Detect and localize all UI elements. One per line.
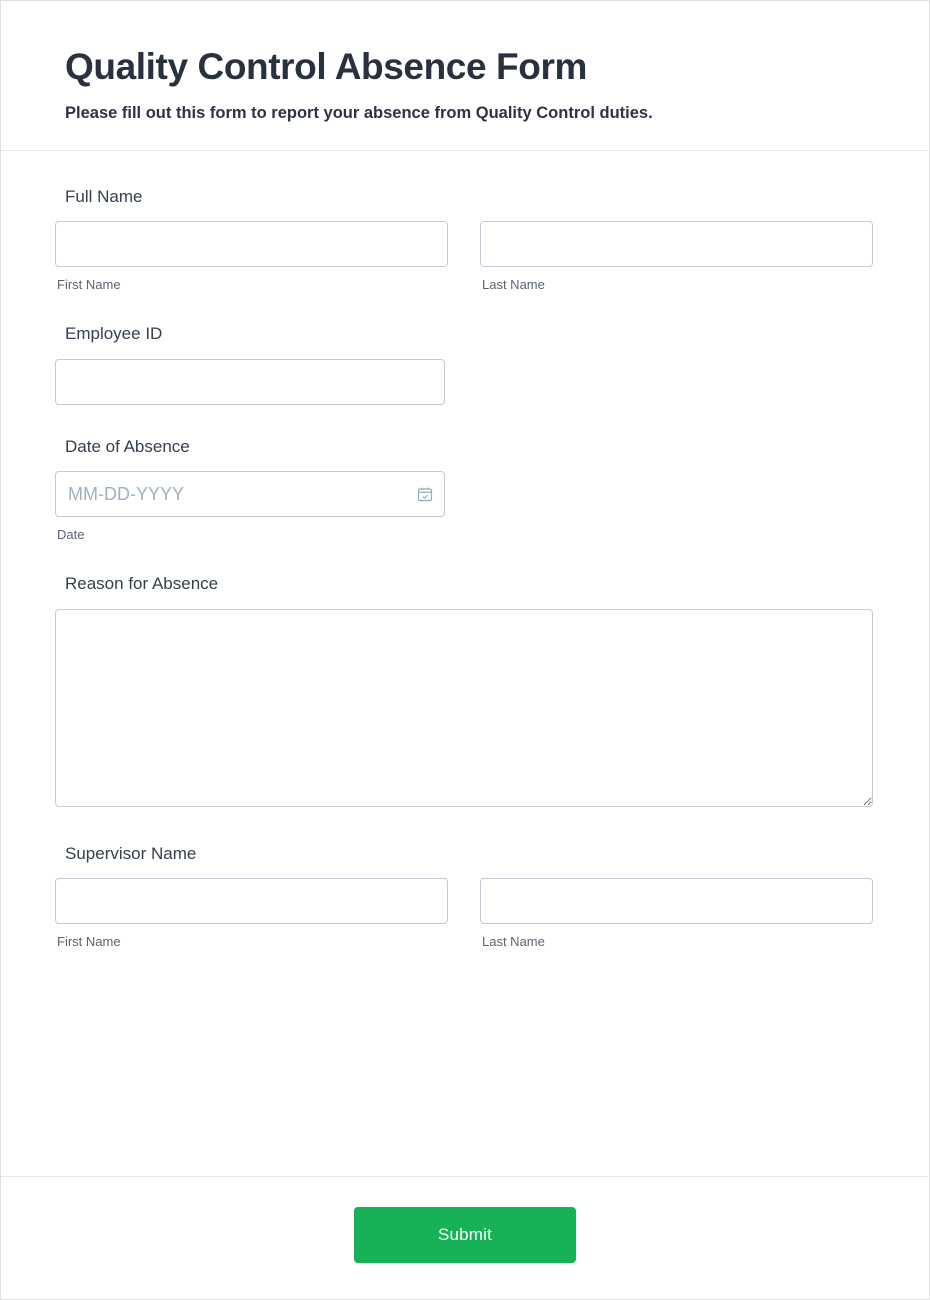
page-subtitle: Please fill out this form to report your absence from Quality Control duties. xyxy=(65,103,653,122)
form-body xyxy=(1,151,929,1176)
full-name-row xyxy=(55,221,875,292)
date-input-wrap xyxy=(55,471,445,517)
supervisor-first-col xyxy=(55,878,448,949)
supervisor-name-row xyxy=(55,878,875,949)
supervisor-first-name-sublabel: First Name xyxy=(57,933,121,949)
employee-id-label: Employee ID xyxy=(65,324,163,344)
supervisor-name-label: Supervisor Name xyxy=(65,843,197,863)
supervisor-last-name-input[interactable] xyxy=(480,878,873,924)
form-header xyxy=(1,1,929,151)
reason-textarea[interactable] xyxy=(55,609,873,807)
date-of-absence-input[interactable] xyxy=(55,471,445,517)
field-employee-id xyxy=(55,324,875,404)
date-of-absence-label: Date of Absence xyxy=(65,436,190,456)
first-name-sublabel: First Name xyxy=(57,277,121,293)
page-title: Quality Control Absence Form xyxy=(65,46,587,87)
supervisor-first-name-input[interactable] xyxy=(55,878,448,924)
form-footer xyxy=(1,1176,929,1299)
field-full-name xyxy=(55,187,875,292)
first-name-input[interactable] xyxy=(55,221,448,267)
calendar-icon[interactable] xyxy=(417,486,433,502)
supervisor-last-col xyxy=(480,878,873,949)
date-sublabel: Date xyxy=(57,527,85,543)
employee-id-input[interactable] xyxy=(55,359,445,405)
last-name-input[interactable] xyxy=(480,221,873,267)
reason-label: Reason for Absence xyxy=(65,574,219,594)
full-name-last-col xyxy=(480,221,873,292)
field-supervisor-name xyxy=(55,844,875,949)
full-name-label: Full Name xyxy=(65,186,143,206)
field-reason-for-absence xyxy=(55,574,875,811)
last-name-sublabel: Last Name xyxy=(482,277,545,293)
field-date-of-absence xyxy=(55,437,875,542)
submit-button[interactable]: Submit xyxy=(354,1207,576,1263)
full-name-first-col xyxy=(55,221,448,292)
supervisor-last-name-sublabel: Last Name xyxy=(482,933,545,949)
